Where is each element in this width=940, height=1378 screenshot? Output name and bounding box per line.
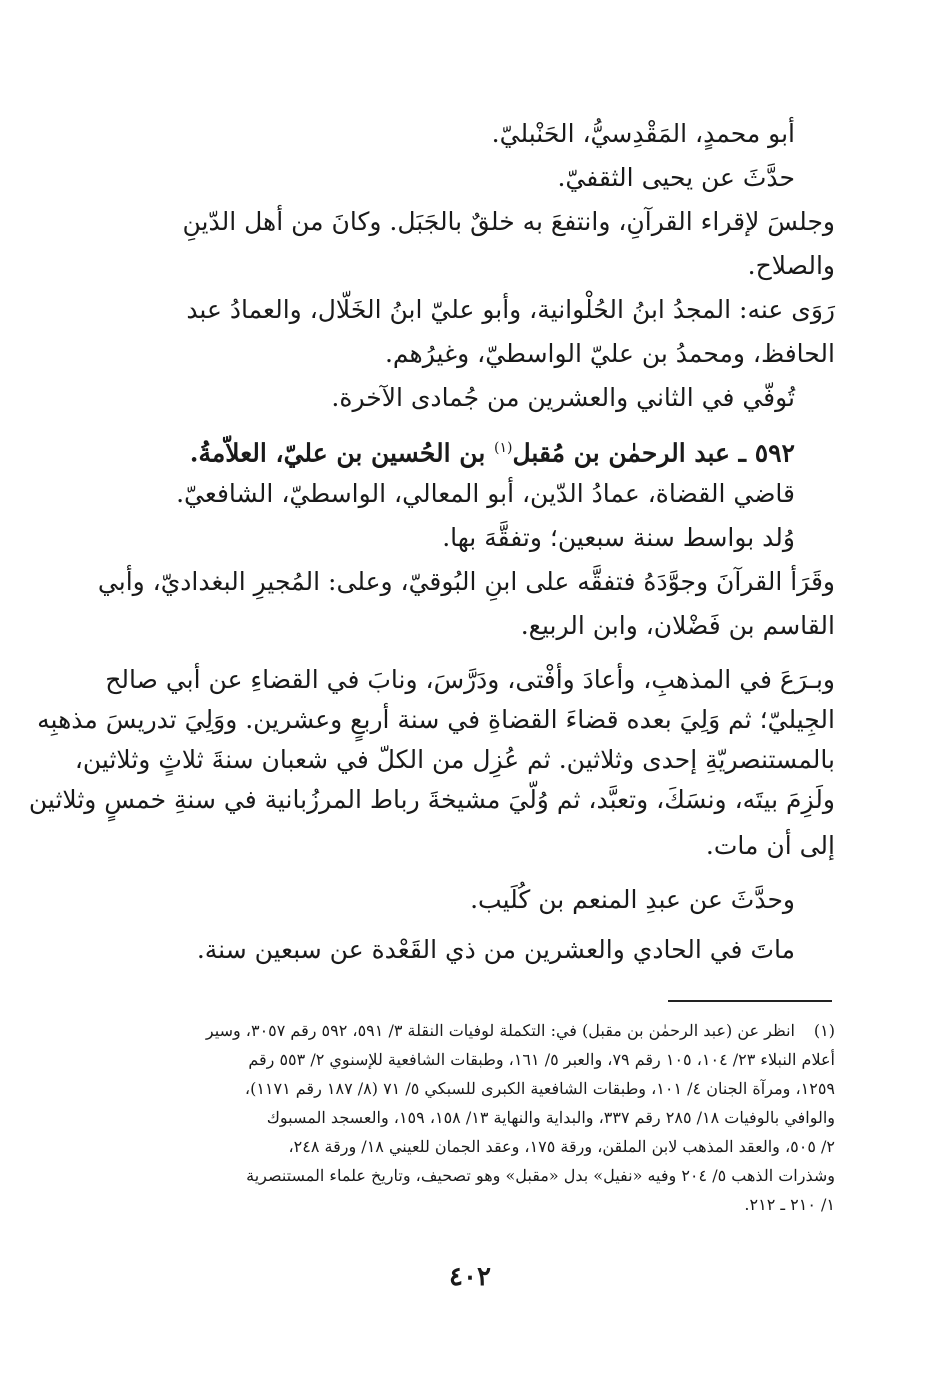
text-line: الجِيليّ؛ ثم وَلِيَ بعده قضاءَ القضاةِ في سنة أربعٍ وعشرين. ووَلِيَ تدريسَ مذهبِه bbox=[37, 705, 835, 734]
text-line: وبـرَعَ في المذهبِ، وأعادَ وأفْتى، ودَرَّسَ، ونابَ في القضاءِ عن أبي صالح bbox=[105, 665, 835, 694]
footnote-line: ٢/ ٥٠٥، والعقد المذهب لابن الملقن، ورقة ١٧٥، وعقد الجمان للعيني ١٨/ ورقة ٢٤٨، bbox=[288, 1137, 835, 1156]
text-line: قاضي القضاة، عمادُ الدّين، أبو المعالي، الواسطيّ، الشافعيّ. bbox=[176, 479, 795, 508]
footnote-line: والوافي بالوفيات ١٨/ ٢٨٥ رقم ٣٣٧، والبداية والنهاية ١٣/ ١٥٨، ١٥٩، والعسجد المسبوك bbox=[266, 1108, 835, 1127]
text-line: ولَزِمَ بيتَه، ونسَكَ، وتعبَّد، ثم وُلّيَ مشيخةَ رباط المرزُبانية في سنةِ خمسٍ وثلاثين bbox=[28, 785, 835, 814]
text-line: رَوَى عنه: المجدُ ابنُ الحُلْوانية، وأبو عليّ ابنُ الخَلّال، والعمادُ عبد bbox=[186, 295, 835, 324]
text-line: بالمستنصريّةِ إحدى وثلاثين. ثم عُزِل من الكلّ في شعبان سنةَ ثلاثٍ وثلاثين، bbox=[74, 745, 835, 774]
footnote-separator bbox=[668, 1000, 832, 1002]
text-line: وُلد بواسط سنة سبعين؛ وتفقَّهَ بها. bbox=[442, 523, 795, 552]
text-line: حدَّثَ عن يحيى الثقفيّ. bbox=[557, 163, 795, 192]
footnote-line: انظر عن (عبد الرحمٰن بن مقبل) في: التكملة لوفيات النقلة ٣/ ٥٩١، ٥٩٢ رقم ٣٠٥٧، وسير bbox=[205, 1021, 795, 1040]
footnote-line: ١٢٥٩، ومرآة الجنان ٤/ ١٠١، وطبقات الشافعية الكبرى للسبكي ٥/ ٧١ (٨/ ١٨٧ رقم ١١٧١)، bbox=[244, 1079, 835, 1098]
page-number: ٤٠٢ bbox=[449, 1262, 491, 1292]
text-line: القاسم بن فَضْلان، وابن الربيع. bbox=[520, 611, 835, 640]
entry-heading bbox=[190, 428, 795, 473]
footnote-number: (١) bbox=[813, 1021, 835, 1040]
text-line: وحدَّثَ عن عبدِ المنعم بن كُلَيب. bbox=[470, 885, 795, 914]
footnote-line: أعلام النبلاء ٢٣/ ١٠٤، ١٠٥ رقم ٧٩، والعبر ٥/ ١٦١، وطبقات الشافعية للإسنوي ٢/ ٥٥٣ رقم bbox=[248, 1050, 835, 1069]
text-line: أبو محمدٍ، المَقْدِسيُّ، الحَنْبليّ. bbox=[491, 119, 795, 148]
text-line: وجلسَ لإقراء القرآنِ، وانتفعَ به خلقٌ بالجَبَل. وكانَ من أهل الدّينِ bbox=[182, 207, 835, 236]
text-line: الحافظ، ومحمدُ بن عليّ الواسطيّ، وغيرُهم. bbox=[384, 339, 835, 368]
entry-heading-rest: بن الحُسين بن عليّ، العلاّمةُ. bbox=[189, 438, 494, 468]
text-line: إلى أن مات. bbox=[705, 831, 835, 860]
text-line: ماتَ في الحادي والعشرين من ذي القَعْدة عن سبعين سنة. bbox=[196, 935, 795, 964]
entry-heading-name: ٥٩٢ ـ عبد الرحمٰن بن مُقبل bbox=[512, 438, 795, 468]
footnote-ref: (١) bbox=[494, 440, 513, 456]
footnote-line: ١/ ٢١٠ ـ ٢١٢. bbox=[744, 1195, 835, 1214]
text-line: وقَرَأ القرآنَ وجوَّدَهُ فتفقَّه على ابنِ البُوقيّ، وعلى: المُجيرِ البغداديّ، وأبي bbox=[97, 567, 835, 596]
text-line: تُوفّي في الثاني والعشرين من جُمادى الآخرة. bbox=[331, 383, 795, 412]
text-line: والصلاح. bbox=[747, 251, 835, 280]
footnote-line: وشذرات الذهب ٥/ ٢٠٤ وفيه «نفيل» بدل «مقبل» وهو تصحيف، وتاريخ علماء المستنصرية bbox=[246, 1166, 835, 1185]
